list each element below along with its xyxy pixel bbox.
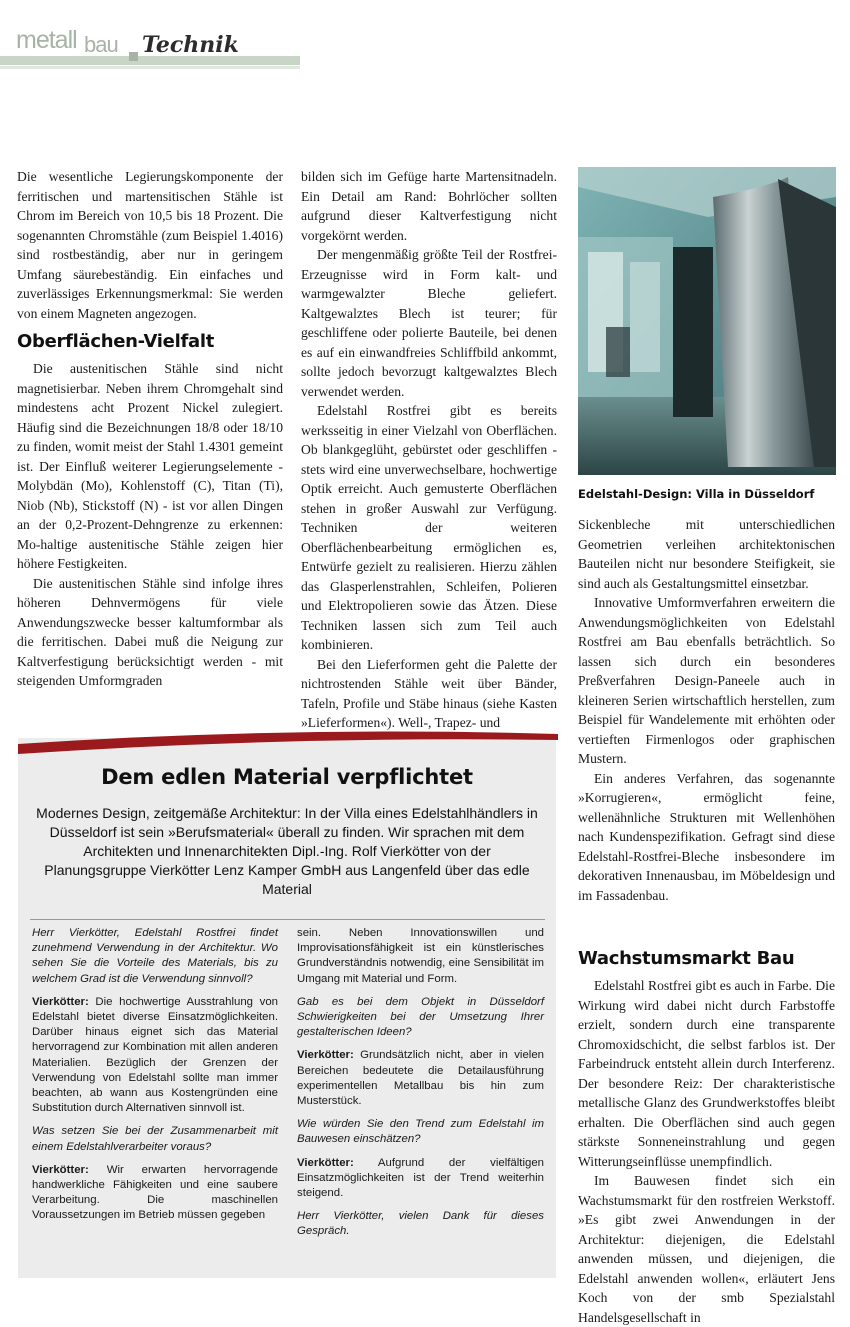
answer-text: Die hochwertige Ausstrahlung von Edelstahl bietet diverse Einsatzmöglichkeiten. Darüber hinaus eignet sich das Material hervorragend zur Kombination mit allen anderen Materialien. Bezüglich der Grenzen der Verwendung von Edelstahl sollte man immer beachten, ab wann aus Kostengründen eine Substitution durch Alternativen sinnvoll ist. [32,995,278,1115]
article-column-3-lower [578,940,835,1327]
paragraph: Der mengenmäßig größte Teil der Rostfrei-Erzeugnisse wird in Form kalt- und warmgewalzter Bleche geliefert. Kaltgewalztes Blech ist teurer; für geschliffene oder polierte Bauteile, bei denen es auf ein einwandfreies Schliffbild ankommt, sollte jedoch bevorzugt kaltgewalztes Blech verwendet werden. [301,247,557,399]
subheading-oberflaechen: Oberflächen-Vielfalt [17,331,215,352]
box-divider [30,919,545,920]
paragraph: Edelstahl Rostfrei gibt es bereits werksseitig in einer Vielzahl von Oberflächen. Ob blankgeglüht, gebürstet oder geschliffen - stets wird eine unverwechselbare, hochwertige Optik erreicht. Auch gemusterte Oberflächen stehen in großer Auswahl zur Verfügung. Techniken der weiteren Oberflächenbearbeitung ermöglichen es, Entwürfe gezielt zu realisieren. Hierzu zählen das Glasperlenstrahlen, Schleifen, Polieren und Elektropolieren sowie das Ätzen. Diese Techniken lassen sich zum Teil auch kombinieren. [301,403,557,652]
interview-intro [32,804,542,899]
interview-question: Was setzen Sie bei der Zusammenarbeit mit einem Edelstahlverarbeiter voraus? [32,1125,278,1153]
subheading-wachstumsmarkt: Wachstumsmarkt Bau [578,948,795,969]
interview-column-2 [297,926,544,1248]
paragraph: Bei den Lieferformen geht die Palette der nichtrostenden Stähle weit über Bänder, Tafeln, Profile und Stäbe hinaus (siehe Kasten »Lieferformen«). Well-, Trapez- und [301,656,557,730]
interview-answer [297,1156,544,1202]
answer-text: Aufgrund der vielfältigen Einsatzmöglichkeiten ist der Trend weiterhin steigend. [297,1156,544,1200]
answer-continuation: sein. Neben Innovationswillen und Improvisationsfähigkeit ist ein künstlerisches Grundverständnis notwendig, eine Sensibilität im Umgang mit Material und Form. [297,927,544,985]
header-stripe [0,66,300,69]
red-swoosh [18,726,558,756]
magazine-header [0,22,330,72]
interview-question: Herr Vierkötter, Edelstahl Rostfrei findet zunehmend Verwendung in der Architektur. Wo sehen Sie die Vorteile des Materials, bis zu welchem Grad ist die Verwendung sinnvoll? [32,927,278,985]
photo-caption: Edelstahl-Design: Villa in Düsseldorf [578,487,815,501]
paragraph: Die austenitischen Stähle sind nicht magnetisierbar. Neben ihrem Chromgehalt sind mindestens acht Prozent Nickel zulegiert. Häufig sind die Bezeichnungen 18/8 oder 18/10 zu finden, womit meist der Stahl 1.4301 gemeint ist. Der Einfluß weiterer Legierungselemente - Molybdän (Mo), Kohlenstoff (C), Titan (Ti), Niob (Nb), Stickstoff (N) - ist vor allen Dingen an der 0,2-Prozent-Dehngrenze zu erkennen: Mo-haltige austenitische Stähle zeigen hier höhere Festigkeiten. [17,361,283,571]
paragraph: bilden sich im Gefüge harte Martensitnadeln. Ein Detail am Rand: Bohrlöcher sollten aufgrund dieser Kaltverfestigung nicht vorgekörnt werden. [301,169,557,243]
interview-column-1 [32,926,278,1232]
interview-answer [297,1048,544,1109]
article-column-3 [578,515,835,905]
paragraph: Im Bauwesen findet sich ein Wachstumsmarkt für den rostfreien Werkstoff. »Es gibt zwei Anwendungen in der Architektur: diejenigen, die Edelstahl anwenden müssen, und diejenigen, die Edelstahl anwenden wollen«, erläutert Jens Koch von der smb Spezialstahl Handelsgesellschaft in [578,1173,835,1325]
paragraph: Edelstahl Rostfrei gibt es auch in Farbe. Die Wirkung wird dabei nicht durch Farbstoffe erzielt, sondern durch eine transparente Chromoxidschicht, die selbst farblos ist. Der Farbeindruck entsteht allein durch Interferenz. Der besondere Reiz: Der charakteristische metallische Glanz des Grundwerkstoffes bleibt erhalten. Die Oberflächen sind auch gegen stärkste Sonneneinstrahlung und gegen Witterungseinflüsse unempfindlich. [578,978,835,1169]
section-title: Technik [142,32,239,58]
villa-photo [578,167,836,475]
answer-text: Grundsätzlich nicht, aber in vielen Bereichen bedeutete die Detailausführung experimentellen Metallbau bis hin zum Musterstück. [297,1049,544,1108]
paragraph: Die wesentliche Legierungskomponente der ferritischen und martensitischen Stähle ist Chrom im Bereich von 10,5 bis 18 Prozent. Die sogenannten Chromstähle (zum Beispiel 1.4016) sind rostbeständig, aber nur in geringem Umfang säurebeständig. Ein einfaches und zuverlässiges Erkennungsmerkmal: Sie werden von einem Magneten angezogen. [17,169,283,321]
paragraph: Innovative Umformverfahren erweitern die Anwendungsmöglichkeiten von Edelstahl Rostfrei am Bau ebenfalls beträchtlich. So lassen sich durch ein besonderes Preßverfahren Design-Paneele auch in kleineren Serien wirtschaftlich herstellen, zum Beispiel für Wandelemente mit erhöhten oder vertieften Firmenlogos oder graphischen Mustern. [578,595,835,766]
header-bau: bau [84,32,118,57]
interview-title: Dem edlen Material verpflichtet [101,765,473,789]
header-metall: metall [16,26,77,54]
interview-closing: Herr Vierkötter, vielen Dank für dieses Gespräch. [297,1210,544,1238]
interview-answer [32,995,278,1117]
paragraph: Ein anderes Verfahren, das sogenannte »Korrugieren«, ermöglicht feine, wellenähnliche Strukturen mit Wellenhöhen nach Kundenspezifikation. Gefragt sind diese Edelstahl-Rostfrei-Bleche insbesondere im dekorativen Innenausbau, im Möbeldesign und im Fassadenbau. [578,770,835,903]
speaker-label: Vierkötter: [32,995,89,1008]
article-column-1 [17,167,283,691]
interview-question: Gab es bei dem Objekt in Düsseldorf Schwierigkeiten bei der Umsetzung Ihrer gestalterischen Ideen? [297,995,544,1039]
paragraph: Die austenitischen Stähle sind infolge ihres höheren Dehnvermögens für viele Anwendungszwecke besser kaltumformbar als die ferritischen. Dabei muß die Neigung zur Kaltverfestigung berücksichtigt werden - mit steigenden Umformgraden [17,575,283,688]
header-square [129,52,138,61]
photo-illustration [578,167,836,475]
speaker-label: Vierkötter: [297,1049,354,1062]
intro-text: Modernes Design, zeitgemäße Architektur: In der Villa eines Edelstahlhändlers in Düsseldorf ist sein »Berufsmaterial« überall zu finden. Wir sprachen mit dem Architekten und Innenarchitekten Dipl.-Ing. Rolf Vierkötter von der Planungsgruppe Vierkötter Lenz Kamper GmbH aus Langenfeld über das edle Material [36,805,538,897]
speaker-label: Vierkötter: [297,1156,354,1169]
interview-question: Wie würden Sie den Trend zum Edelstahl im Bauwesen einschätzen? [297,1118,544,1146]
speaker-label: Vierkötter: [32,1163,89,1176]
paragraph: Sickenbleche mit unterschiedlichen Geometrien verleihen architektonischen Bauteilen nicht nur besondere Steifigkeit, sie sind auch als Gestaltungsmittel einsetzbar. [578,517,835,591]
answer-text: Wir erwarten hervorragende handwerkliche Fähigkeiten und eine saubere Verarbeitung. Die maschinellen Voraussetzungen im Betrieb müssen gegeben [32,1163,278,1222]
interview-answer [32,1163,278,1224]
article-column-2 [301,167,557,733]
